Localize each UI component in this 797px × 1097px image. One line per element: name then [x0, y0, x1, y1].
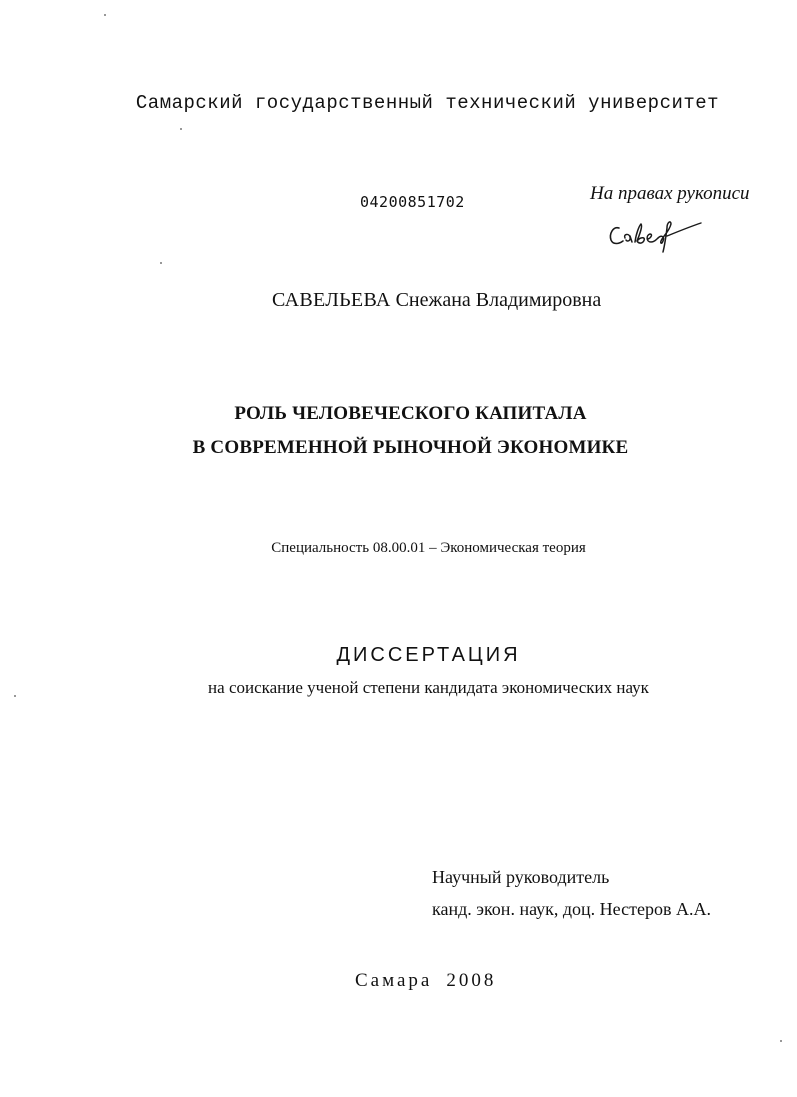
manuscript-rights-note: На правах рукописи: [590, 183, 750, 204]
scan-speck: [160, 262, 162, 264]
author-given-names: Снежана Владимировна: [395, 289, 602, 311]
registration-code: 04200851702: [360, 193, 465, 211]
degree-statement: на соискание ученой степени кандидата экономических наук: [208, 678, 649, 697]
scan-speck: [780, 1040, 782, 1042]
dissertation-title-line-2: В СОВРЕМЕННОЙ РЫНОЧНОЙ ЭКОНОМИКЕ: [192, 437, 629, 458]
advisor-label: Научный руководитель: [432, 867, 610, 887]
scan-speck: [180, 128, 182, 130]
advisor-name: канд. экон. наук, доц. Нестеров А.А.: [432, 899, 711, 919]
dissertation-title-line-1: РОЛЬ ЧЕЛОВЕЧЕСКОГО КАПИТАЛА: [234, 403, 587, 424]
scan-speck: [14, 695, 16, 697]
author-name: [272, 289, 601, 312]
document-type: ДИССЕРТАЦИЯ: [336, 644, 521, 666]
scan-speck: [104, 14, 106, 16]
specialty: Специальность 08.00.01 – Экономическая теория: [271, 540, 586, 556]
city-year: [355, 970, 496, 992]
year: 2008: [446, 970, 497, 991]
handwritten-signature: [605, 214, 705, 254]
university-name: Самарский государственный технический университет: [135, 92, 720, 114]
author-surname: САВЕЛЬЕВА: [272, 289, 391, 311]
city: Самара: [355, 970, 433, 991]
